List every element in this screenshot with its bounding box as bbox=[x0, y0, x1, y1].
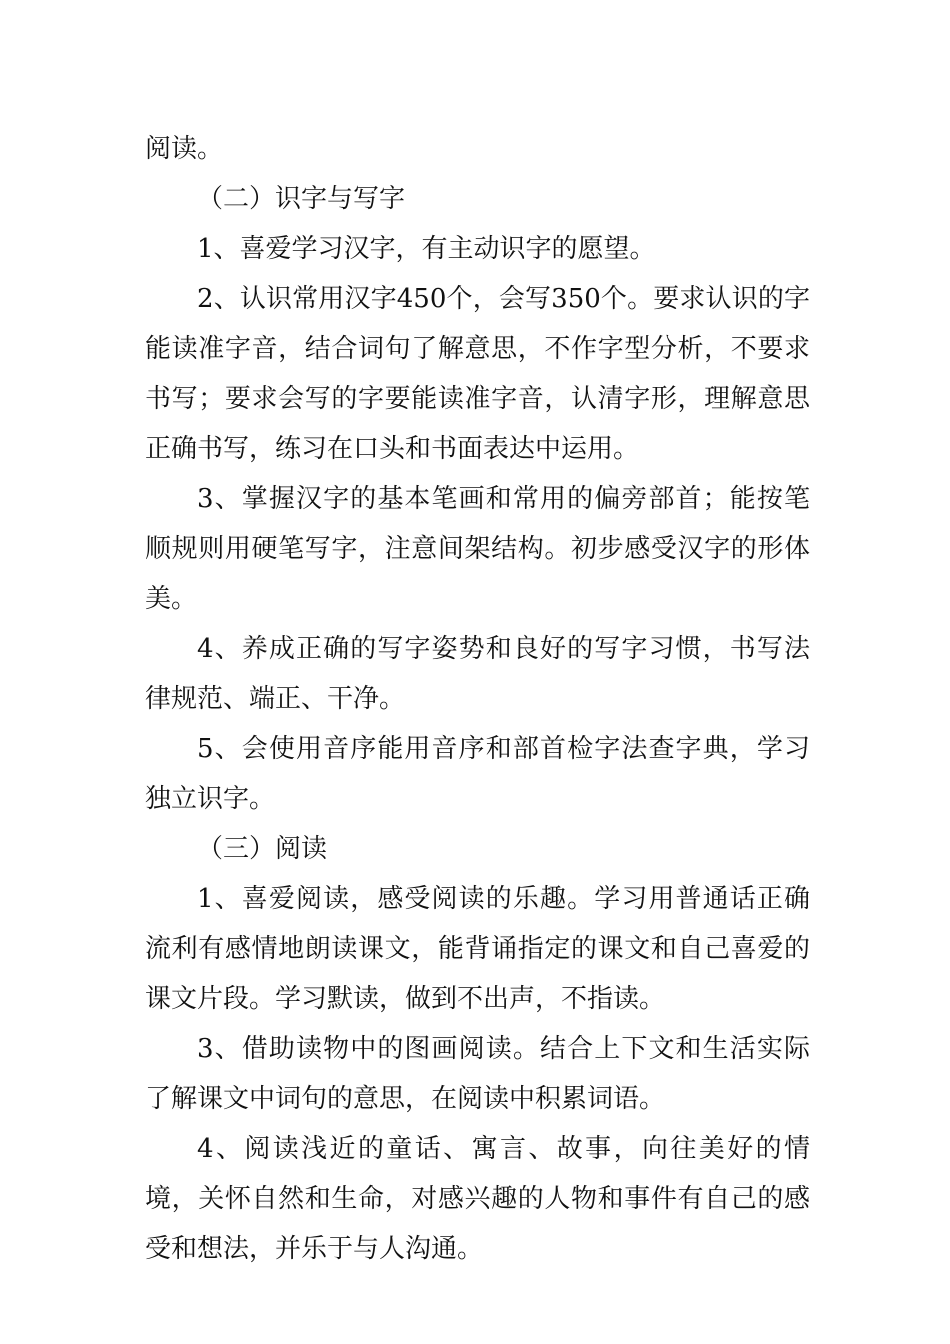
paragraph-reading-1: 1、喜爱阅读，感受阅读的乐趣。学习用普通话正确流利有感情地朗读课文，能背诵指定的课文和自己喜爱的课文片段。学习默读，做到不出声，不指读。 bbox=[145, 884, 810, 1014]
paragraph-item-5: 5、会使用音序能用音序和部首检字法查字典，学习独立识字。 bbox=[145, 734, 810, 814]
paragraph-reading-3: 3、借助读物中的图画阅读。结合上下文和生活实际了解课文中词句的意思，在阅读中积累词语。 bbox=[145, 1034, 810, 1114]
paragraph-item-2: 2、认识常用汉字450个，会写350个。要求认识的字能读准字音，结合词句了解意思，不作字型分析，不要求书写；要求会写的字要能读准字音，认清字形，理解意思正确书写，练习在口头和书面表达中运用。 bbox=[145, 284, 810, 464]
paragraph-item-3: 3、掌握汉字的基本笔画和常用的偏旁部首；能按笔顺规则用硬笔写字，注意间架结构。初步感受汉字的形体美。 bbox=[145, 484, 810, 614]
paragraph-reading-4: 4、阅读浅近的童话、寓言、故事，向往美好的情境，关怀自然和生命，对感兴趣的人物和事件有自己的感受和想法，并乐于与人沟通。 bbox=[145, 1134, 810, 1264]
paragraph-item-4: 4、养成正确的写字姿势和良好的写字习惯，书写法律规范、端正、干净。 bbox=[145, 634, 810, 714]
section-heading-literacy: （二）识字与写字 bbox=[197, 184, 406, 214]
section-heading-reading: （三）阅读 bbox=[197, 834, 328, 864]
document-page bbox=[145, 124, 810, 1274]
paragraph-continuation: 阅读。 bbox=[145, 134, 224, 164]
paragraph-item-1: 1、喜爱学习汉字，有主动识字的愿望。 bbox=[197, 234, 656, 264]
